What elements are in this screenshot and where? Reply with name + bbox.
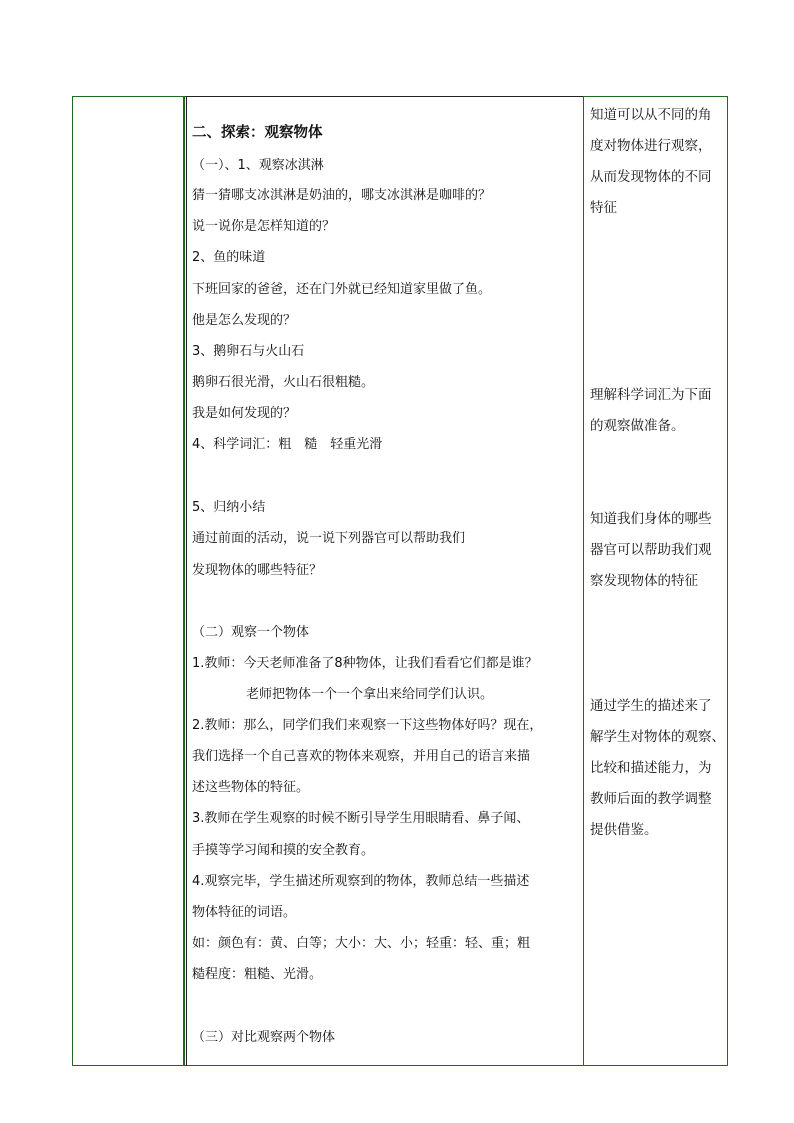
- content-line: 说一说你是怎样知道的？: [192, 219, 336, 234]
- content-line: 1.教师：今天老师准备了8种物体，让我们看看它们都是谁？: [192, 656, 538, 671]
- content-line: 鹅卵石很光滑，火山石很粗糙。: [192, 375, 375, 390]
- left-column: [72, 96, 185, 1066]
- content-line: 2.教师：那么，同学们我们来观察一下这些物体好吗？现在，: [192, 718, 543, 733]
- objective-note: 知道我们身体的哪些: [590, 511, 712, 527]
- content-line: 3.教师在学生观察的时候不断引导学生用眼睛看、鼻子闻、: [192, 811, 530, 826]
- content-line: 手摸等学习闻和摸的安全教育。: [192, 843, 375, 858]
- objective-note: 通过学生的描述来了: [590, 698, 712, 714]
- content-line: （三）对比观察两个物体: [192, 1030, 336, 1045]
- objective-note: 察发现物体的特征: [590, 573, 698, 589]
- objective-note: 教师后面的教学调整: [590, 791, 712, 807]
- content-line: 2、鱼的味道: [192, 250, 266, 265]
- objective-note: 器官可以帮助我们观: [590, 542, 712, 558]
- middle-cell-left-border: [186, 96, 187, 1066]
- objective-note: 度对物体进行观察，: [590, 138, 712, 154]
- content-line: 4.观察完毕，学生描述所观察到的物体，教师总结一些描述: [192, 874, 530, 889]
- content-line: 述这些物体的特征。: [192, 780, 310, 795]
- objective-note: 的观察做准备。: [590, 418, 685, 434]
- content-line: 糙程度：粗糙、光滑。: [192, 967, 323, 982]
- content-line: 发现物体的哪些特征？: [192, 563, 323, 578]
- objective-note: 知道可以从不同的角: [590, 107, 712, 123]
- content-line: 我们选择一个自己喜欢的物体来观察，并用自己的语言来描: [192, 749, 531, 764]
- content-line: 5、归纳小结: [192, 500, 266, 515]
- content-line: 通过前面的活动，说一说下列器官可以帮助我们: [192, 531, 466, 546]
- content-line: 4、科学词汇：粗 糙 轻重光滑: [192, 437, 383, 452]
- objective-note: 解学生对物体的观察、: [590, 729, 725, 745]
- objective-note: 从而发现物体的不同: [590, 169, 712, 185]
- content-line: 下班回家的爸爸，还在门外就已经知道家里做了鱼。: [192, 282, 492, 297]
- content-line: 他是怎么发现的？: [192, 313, 297, 328]
- content-line: 猜一猜哪支冰淇淋是奶油的，哪支冰淇淋是咖啡的？: [192, 188, 492, 203]
- objective-note: 提供借鉴。: [590, 822, 658, 838]
- right-column-divider: [583, 96, 584, 1066]
- objective-note: 理解科学词汇为下面: [590, 387, 712, 403]
- content-line: 老师把物体一个一个拿出来给同学们认识。: [246, 687, 494, 702]
- content-line: 如：颜色有：黄、白等；大小：大、小；轻重：轻、重；粗: [192, 936, 531, 951]
- content-line: 我是如何发现的？: [192, 406, 297, 421]
- content-line: （一）、1、观察冰淇淋: [192, 158, 324, 173]
- objective-note: 特征: [590, 200, 617, 216]
- content-line: 物体特征的词语。: [192, 905, 297, 920]
- section-heading: 二、探索：观察物体: [192, 125, 323, 141]
- content-line: 3、鹅卵石与火山石: [192, 344, 305, 359]
- objective-note: 比较和描述能力，为: [590, 760, 712, 776]
- middle-cell-top-border: [186, 96, 583, 97]
- content-line: （二）观察一个物体: [192, 625, 310, 640]
